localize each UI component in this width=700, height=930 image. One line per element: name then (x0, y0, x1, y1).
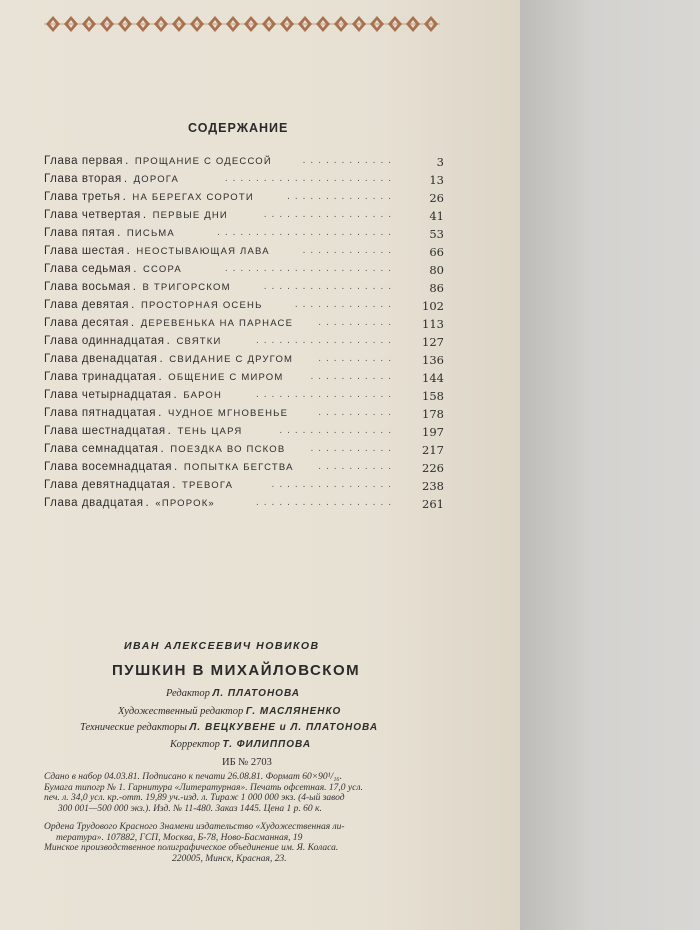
chapter-title: БАРОН (183, 390, 223, 401)
print-specifications (44, 772, 444, 814)
credit-names: Т. ФИЛИППОВА (222, 739, 312, 750)
leader-dots: ............. (294, 299, 396, 310)
toc-row (44, 225, 444, 243)
toc-entry (44, 443, 285, 455)
leader-dots: ............ (302, 245, 396, 256)
separator: . (166, 335, 171, 347)
separator: . (132, 281, 137, 293)
chapter-title: ТРЕВОГА (181, 480, 234, 491)
chapter-title: ПОПЫТКА БЕГСТВА (183, 462, 294, 473)
leader-dots: .................. (255, 335, 396, 346)
leader-dots: ...................... (224, 263, 396, 274)
page-number: 41 (429, 209, 444, 223)
chapter-title: НА БЕРЕГАХ СОРОТИ (132, 192, 254, 203)
toc-entry (44, 299, 263, 311)
credit-tech-editors (80, 722, 378, 733)
toc-entry (44, 191, 254, 203)
publisher-line: тература». 107882, ГСП, Москва, Б-78, Ново-Басманная, 19 (56, 832, 303, 843)
page-number: 238 (422, 479, 444, 493)
page-number: 178 (422, 407, 444, 421)
chapter-number: Глава тринадцатая (44, 371, 157, 383)
toc-row (44, 243, 444, 261)
chapter-title: ДОРОГА (133, 174, 180, 185)
publisher-line: Ордена Трудового Красного Знамени издательство «Художественная ли- (44, 822, 345, 832)
separator: . (160, 443, 165, 455)
toc-row (44, 441, 444, 459)
chapter-title: ОБЩЕНИЕ С МИРОМ (168, 372, 284, 383)
toc-entry (44, 155, 272, 167)
leader-dots: .................. (255, 389, 396, 400)
toc-row (44, 477, 444, 495)
chapter-title: ДЕРЕВЕНЬКА НА ПАРНАСЕ (140, 318, 294, 329)
separator: . (125, 155, 129, 167)
toc-row (44, 423, 444, 441)
credit-proofreader (170, 739, 311, 750)
chapter-number: Глава шестая (44, 245, 125, 257)
leader-dots: ............... (279, 425, 396, 436)
leader-dots: ........... (310, 443, 396, 454)
separator: . (130, 317, 135, 329)
page-number: 102 (422, 299, 444, 313)
toc-entry (44, 245, 270, 257)
toc-row (44, 495, 444, 513)
credit-names: Л. ВЕЦКУВЕНЕ и Л. ПЛАТОНОВА (189, 722, 379, 733)
leader-dots: .......... (318, 461, 396, 472)
toc-entry (44, 425, 242, 437)
leader-dots: ........... (310, 371, 396, 382)
credit-role: Технические редакторы (80, 722, 187, 733)
separator: . (133, 263, 137, 275)
chapter-number: Глава шестнадцатая (44, 425, 166, 437)
book-title: ПУШКИН В МИХАЙЛОВСКОМ (112, 662, 361, 679)
toc-entry (44, 263, 182, 275)
chapter-title: В ТРИГОРСКОМ (142, 282, 231, 293)
chapter-number: Глава пятая (44, 227, 116, 239)
toc-entry (44, 479, 233, 491)
chapter-title: ПРОЩАНИЕ С ОДЕССОЙ (134, 156, 272, 167)
imprint-line: Сдано в набор 04.03.81. Подписано к печати 26.08.81. Формат 60×90¹/₁₆. (44, 772, 343, 782)
chapter-title: ПРОСТОРНАЯ ОСЕНЬ (140, 300, 263, 311)
toc-row (44, 297, 444, 315)
toc-entry (44, 227, 175, 239)
chapter-number: Глава девятая (44, 299, 130, 311)
toc-row (44, 369, 444, 387)
page-number: 3 (436, 155, 444, 169)
credit-role: Художественный редактор (118, 706, 244, 717)
chapter-number: Глава седьмая (44, 263, 132, 275)
leader-dots: .............. (287, 191, 396, 202)
toc-entry (44, 209, 228, 221)
toc-entry (44, 353, 293, 365)
chapter-number: Глава двадцатая (44, 497, 144, 509)
page-number: 261 (422, 497, 444, 511)
toc-row (44, 261, 444, 279)
separator: . (172, 479, 176, 491)
page-number: 53 (429, 227, 444, 241)
page-number: 226 (422, 461, 444, 475)
chapter-number: Глава четвертая (44, 209, 141, 221)
toc-row (44, 405, 444, 423)
chapter-title: ПОЕЗДКА ВО ПСКОВ (170, 444, 286, 455)
toc-row (44, 351, 444, 369)
chapter-title: СВЯТКИ (176, 336, 222, 347)
credit-role: Редактор (166, 688, 210, 699)
toc-entry (44, 461, 294, 473)
toc-heading: СОДЕРЖАНИЕ (188, 121, 289, 135)
credit-role: Корректор (170, 739, 220, 750)
toc-entry (44, 317, 293, 329)
leader-dots: ...................... (224, 173, 396, 184)
imprint-line: 300 001—500 000 экз.). Изд. № 11-480. Заказ 1445. Цена 1 р. 60 к. (58, 803, 322, 814)
chapter-number: Глава десятая (44, 317, 129, 329)
separator: . (122, 191, 127, 203)
toc-row (44, 333, 444, 351)
leader-dots: .................. (255, 497, 396, 508)
page-number: 80 (429, 263, 444, 277)
leader-dots: .......... (318, 407, 396, 418)
separator: . (159, 353, 164, 365)
toc-entry (44, 371, 284, 383)
leader-dots: ....................... (217, 227, 396, 238)
separator: . (145, 497, 150, 509)
credit-names: Л. ПЛАТОНОВА (212, 688, 301, 699)
page-number: 158 (422, 389, 444, 403)
imprint-line: Бумага типогр № 1. Гарнитура «Литературная». Печать офсетная. 17,0 усл. (44, 782, 363, 793)
chapter-title: ЧУДНОЕ МГНОВЕНЬЕ (167, 408, 289, 419)
publisher-line: 220005, Минск, Красная, 23. (172, 853, 287, 864)
chapter-title: ПЕРВЫЕ ДНИ (152, 210, 228, 221)
toc-entry (44, 497, 215, 509)
decorative-border-ornament (44, 10, 440, 40)
page-number: 144 (422, 371, 444, 385)
credit-art-editor (118, 706, 341, 717)
publisher-line: Минское производственное полиграфическое объединение им. Я. Коласа. (44, 843, 339, 853)
chapter-number: Глава двенадцатая (44, 353, 158, 365)
separator: . (131, 299, 135, 311)
toc-row (44, 279, 444, 297)
separator: . (123, 173, 128, 185)
chapter-number: Глава восьмая (44, 281, 131, 293)
toc-row (44, 207, 444, 225)
chapter-title: СВИДАНИЕ С ДРУГОМ (169, 354, 294, 365)
page-number: 217 (422, 443, 444, 457)
toc-row (44, 153, 444, 171)
page-number: 136 (422, 353, 444, 367)
leader-dots: ................ (271, 479, 396, 490)
separator: . (158, 371, 163, 383)
separator: . (142, 209, 147, 221)
separator: . (126, 245, 131, 257)
ib-number: ИБ № 2703 (222, 757, 272, 768)
chapter-number: Глава девятнадцатая (44, 479, 171, 491)
separator: . (167, 425, 172, 437)
imprint-line: печ. л. 34,0 усл. кр.-отт. 19,89 уч.-изд. л. Тираж 1 000 000 экз. (4-ый завод (44, 793, 345, 803)
page-number: 26 (429, 191, 444, 205)
leader-dots: ................. (263, 209, 396, 220)
chapter-number: Глава третья (44, 191, 121, 203)
chapter-number: Глава одиннадцатая (44, 335, 165, 347)
chapter-title: ТЕНЬ ЦАРЯ (177, 426, 243, 437)
chapter-number: Глава четырнадцатая (44, 389, 172, 401)
page-number: 197 (422, 425, 444, 439)
leader-dots: ............ (302, 155, 396, 166)
toc-entry (44, 335, 222, 347)
toc-row (44, 189, 444, 207)
author-name: ИВАН АЛЕКСЕЕВИЧ НОВИКОВ (124, 640, 320, 652)
chapter-title: ССОРА (142, 264, 182, 275)
toc-row (44, 459, 444, 477)
page-number: 66 (429, 245, 444, 259)
page-number: 13 (429, 173, 444, 187)
chapter-number: Глава пятнадцатая (44, 407, 157, 419)
publisher-info (44, 822, 444, 864)
separator: . (158, 407, 162, 419)
separator: . (173, 389, 178, 401)
toc-row (44, 171, 444, 189)
chapter-title: НЕОСТЫВАЮЩАЯ ЛАВА (136, 246, 270, 257)
leader-dots: ................. (263, 281, 396, 292)
separator: . (117, 227, 121, 239)
toc-row (44, 315, 444, 333)
toc-entry (44, 407, 288, 419)
leader-dots: .......... (318, 317, 396, 328)
chapter-number: Глава восемнадцатая (44, 461, 173, 473)
right-page (520, 0, 700, 930)
page-number: 127 (422, 335, 444, 349)
toc-entry (44, 389, 222, 401)
chapter-title: ПИСЬМА (126, 228, 175, 239)
credit-names: Г. МАСЛЯНЕНКО (245, 706, 342, 717)
leader-dots: .......... (318, 353, 396, 364)
table-of-contents (44, 153, 444, 513)
chapter-title: «ПРОРОК» (155, 498, 215, 509)
chapter-number: Глава первая (44, 155, 124, 167)
separator: . (174, 461, 178, 473)
page-number: 113 (422, 317, 444, 331)
credit-editor (166, 688, 300, 699)
toc-row (44, 387, 444, 405)
page-number: 86 (429, 281, 444, 295)
toc-entry (44, 281, 231, 293)
chapter-number: Глава вторая (44, 173, 122, 185)
chapter-number: Глава семнадцатая (44, 443, 159, 455)
toc-entry (44, 173, 179, 185)
